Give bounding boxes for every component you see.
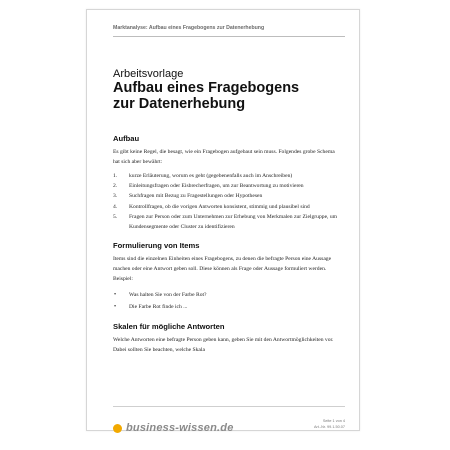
bullet-icon: • <box>114 304 117 311</box>
aufbau-list <box>113 171 337 232</box>
list-text: kurze Erläuterung, worum es geht (gegebenenfalls auch im Anschreiben) <box>129 173 293 179</box>
skalen-body: Welche Antworten eine befragte Person geben kann, geben Sie mit den Antwortmöglichkeiten vor. Dabei sollten Sie beachten, welche Skala <box>113 337 334 354</box>
list-item <box>113 212 337 232</box>
formulierung-body: Items sind die einzelnen Einheiten eines Fragebogens, zu denen die befragte Person eine Aussage machen oder eine Antwort geben soll. Diese können als Frage oder Aussage formuliert werden. Beispiel: <box>113 256 332 283</box>
footer-meta <box>299 418 345 430</box>
list-number: 4. <box>113 203 118 210</box>
bullet-icon: • <box>114 292 117 299</box>
list-text: Fragen zur Person oder zum Unternehmen zur Erhebung von Merkmalen zur Zielgruppe, um Kundensegmente oder Cluster zu identifizieren <box>129 213 337 231</box>
list-number: 3. <box>113 193 118 200</box>
document-title-line-1: Aufbau eines Fragebogens <box>113 80 300 96</box>
brand-logo <box>113 422 234 434</box>
logo-text: business-wissen.de <box>126 422 234 434</box>
bullet-item <box>113 289 337 301</box>
list-text: Kontrollfragen, ob die vorigen Antworten konsistent, stimmig und plausibel sind <box>129 203 310 210</box>
bullet-text: Die Farbe Rot finde ich ... <box>129 304 188 311</box>
bullet-item <box>113 301 337 313</box>
footer-divider <box>113 406 345 407</box>
document-page <box>86 9 360 434</box>
aufbau-intro: Es gibt keine Regel, die besagt, wie ein Fragebogen aufgebaut sein muss. Folgendes grobe Schema hat sich aber bewährt: <box>113 149 335 165</box>
logo-dot-icon <box>113 424 122 433</box>
list-item <box>113 181 337 191</box>
section-formulierung <box>113 241 337 313</box>
section-heading-aufbau: Aufbau <box>113 134 140 143</box>
document-title <box>113 80 343 112</box>
document-title-line-2: zur Datenerhebung <box>113 96 246 112</box>
list-item <box>113 171 337 181</box>
document-type: Arbeitsvorlage <box>113 68 184 80</box>
running-header: Marktanalyse: Aufbau eines Fragebogens zur Datenerhebung <box>113 25 345 37</box>
page-number: Seite 1 von 4 <box>322 419 345 423</box>
section-skalen <box>113 322 337 355</box>
list-text: Einleitungsfragen oder Eisbrecherfragen, um zur Beantwortung zu motivieren <box>129 183 304 190</box>
section-heading-skalen: Skalen für mögliche Antworten <box>113 322 225 332</box>
document-body <box>113 134 337 355</box>
list-number: 1. <box>113 173 118 179</box>
article-number: Art.-Nr. 99.1.50.07 <box>313 425 345 429</box>
list-text: Suchfragen mit Bezug zu Fragestellungen oder Hypothesen <box>129 193 263 200</box>
example-bullets <box>113 289 337 313</box>
list-item <box>113 191 337 201</box>
list-item <box>113 202 337 212</box>
list-number: 2. <box>113 183 118 190</box>
list-number: 5. <box>113 213 118 220</box>
section-heading-formulierung: Formulierung von Items <box>113 241 200 251</box>
bullet-text: Was halten Sie von der Farbe Rot? <box>129 292 207 299</box>
